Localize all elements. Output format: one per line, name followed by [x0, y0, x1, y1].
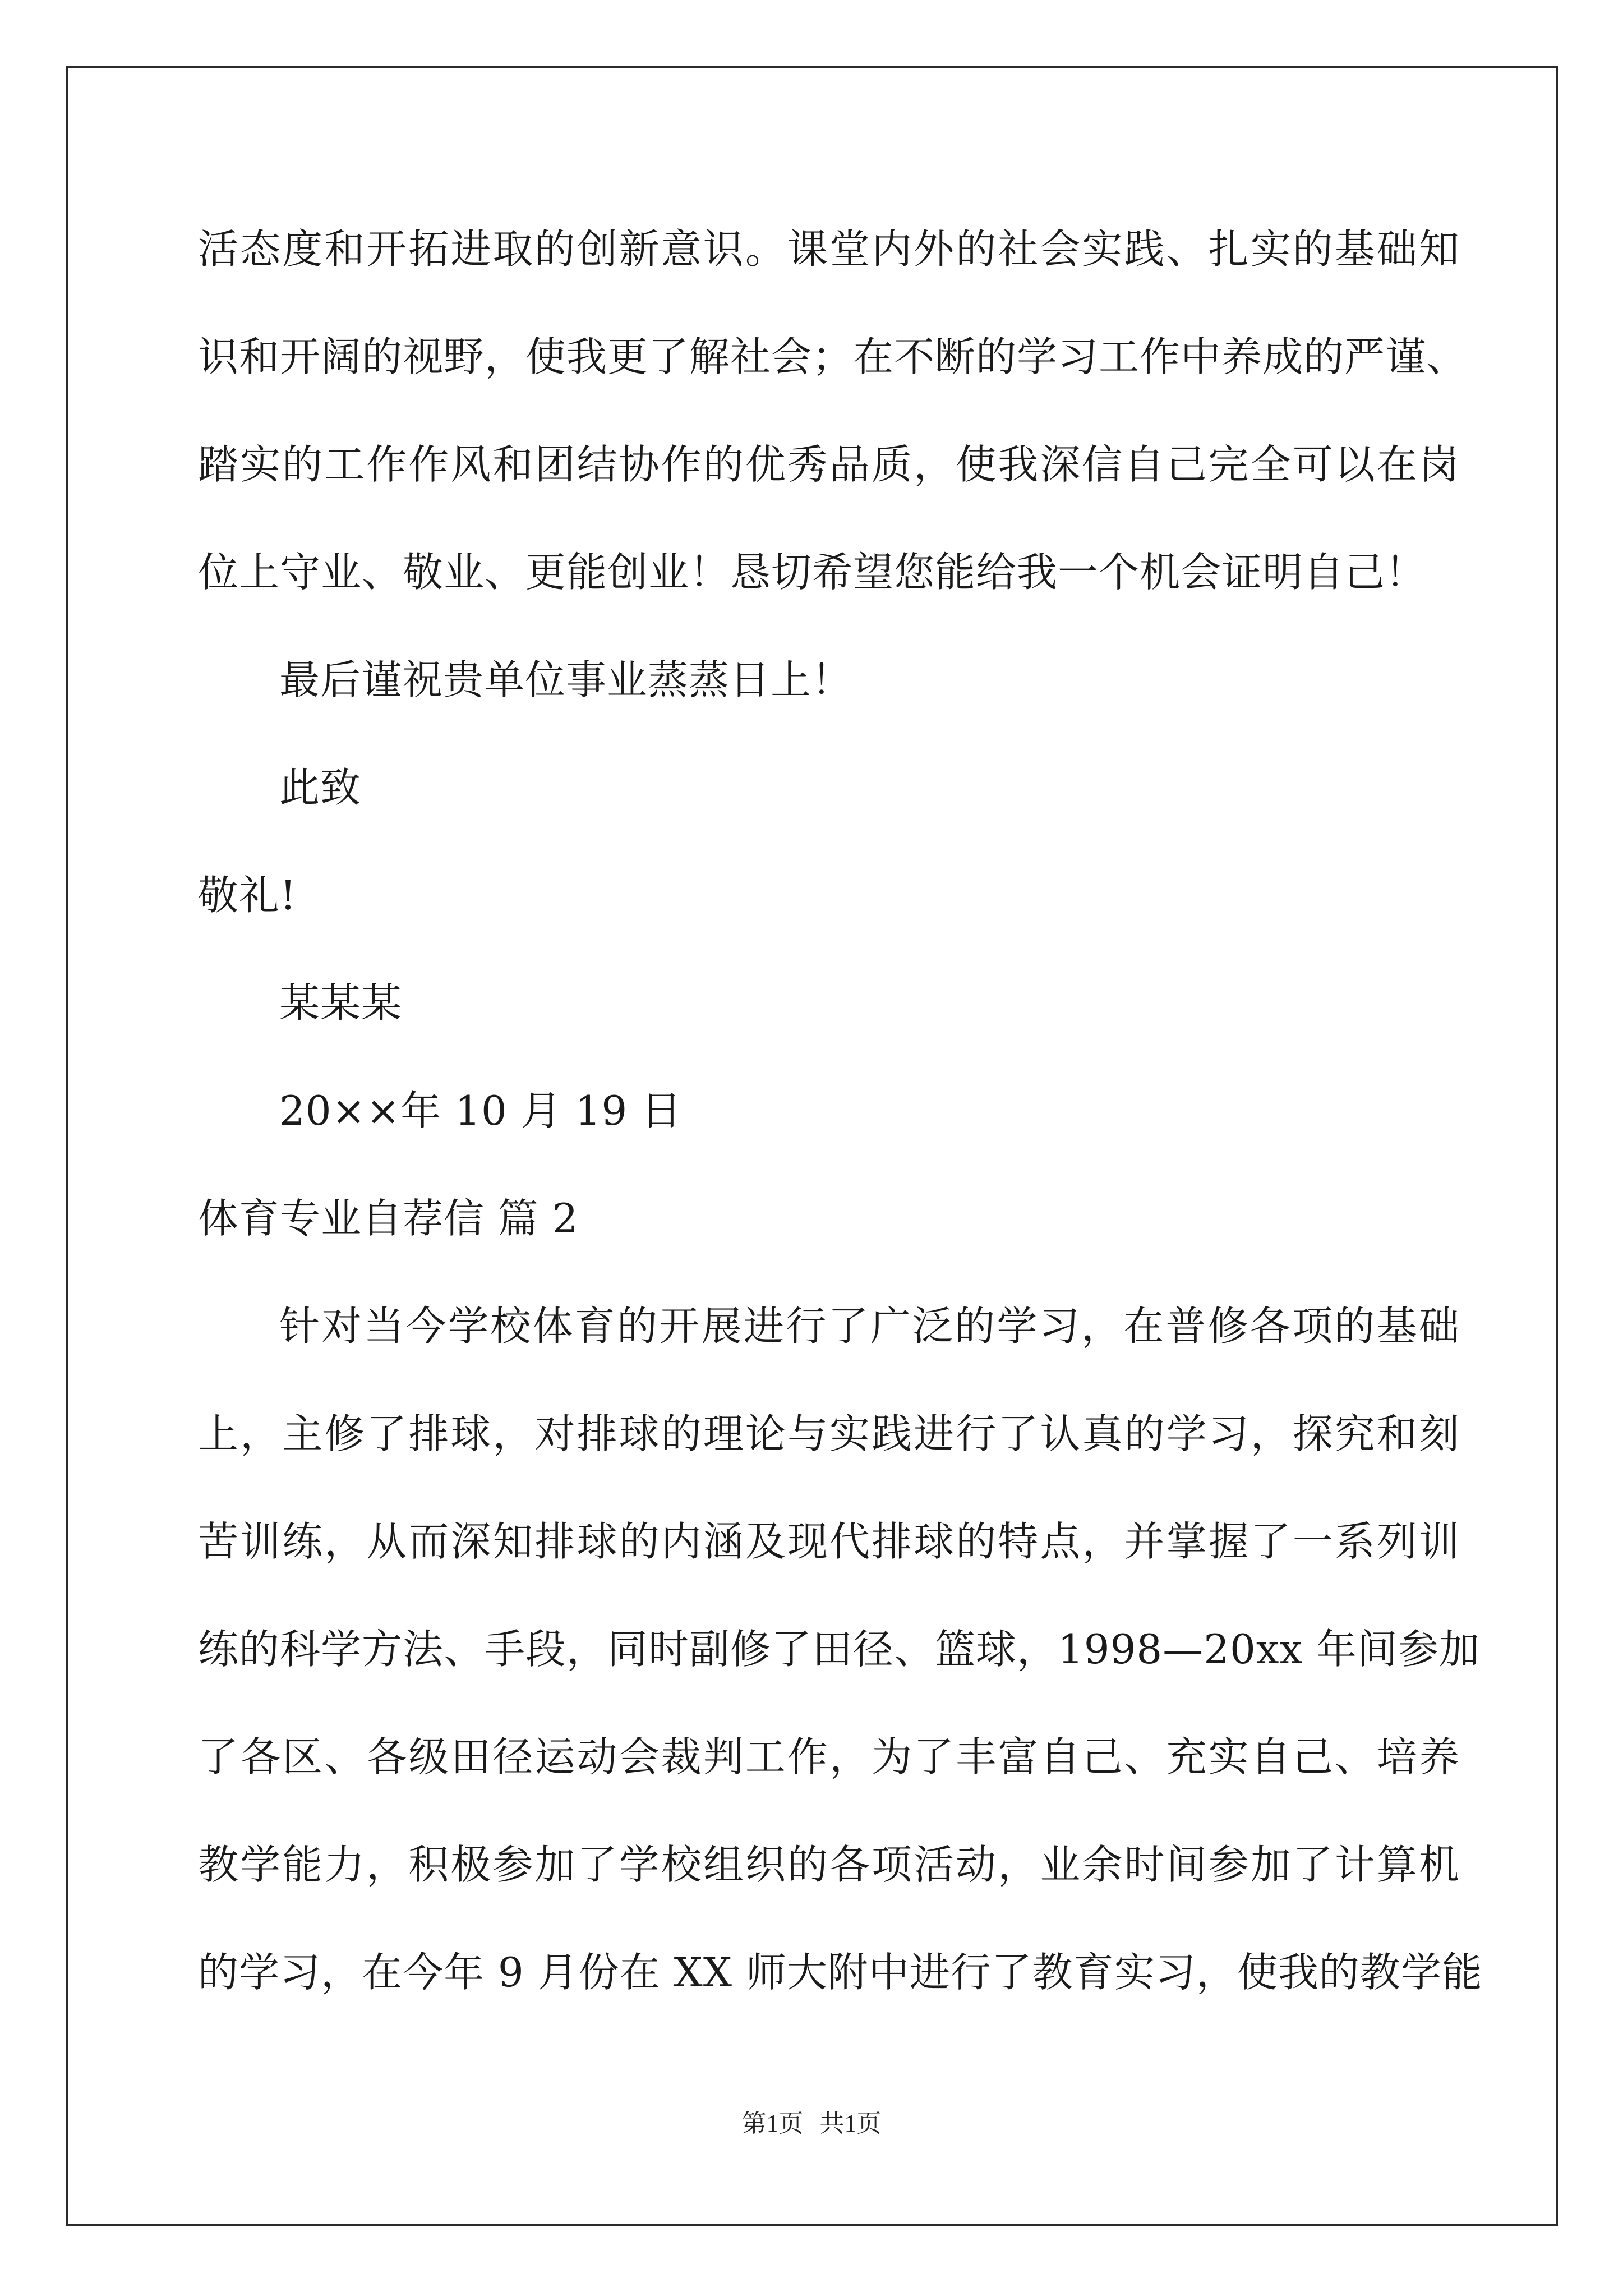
page-border — [66, 66, 1558, 2226]
paragraph-line-14: 练的科学方法、手段，同时副修了田径、篮球，1998—20xx 年间参加 — [198, 1626, 1480, 1673]
paragraph-line-3: 踏实的工作作风和团结协作的优秀品质，使我深信自己完全可以在岗 — [198, 441, 1460, 488]
page-number-footer: 第1页 共1页 — [741, 2110, 882, 2137]
paragraph-line-17: 的学习，在今年 9 月份在 XX 师大附中进行了教育实习，使我的教学能 — [198, 1949, 1483, 1996]
salutation-jingli: 敬礼! — [198, 872, 297, 919]
paragraph-line-1: 活态度和开拓进取的创新意识。课堂内外的社会实践、扎实的基础知 — [198, 226, 1460, 273]
paragraph-line-11: 针对当今学校体育的开展进行了广泛的学习，在普修各项的基础 — [279, 1303, 1460, 1350]
paragraph-line-2: 识和开阔的视野，使我更了解社会；在不断的学习工作中养成的严谨、 — [198, 333, 1468, 380]
signature-name: 某某某 — [279, 979, 403, 1027]
paragraph-line-4: 位上守业、敬业、更能创业！恳切希望您能给我一个机会证明自己！ — [198, 549, 1427, 596]
salutation-cizhi: 此致 — [279, 764, 362, 811]
paragraph-line-13: 苦训练，从而深知排球的内涵及现代排球的特点，并掌握了一系列训 — [198, 1518, 1460, 1565]
section-heading: 体育专业自荐信 篇 2 — [198, 1195, 579, 1242]
paragraph-line-12: 上，主修了排球，对排球的理论与实践进行了认真的学习，探究和刻 — [198, 1410, 1460, 1457]
paragraph-line-16: 教学能力，积极参加了学校组织的各项活动，业余时间参加了计算机 — [198, 1841, 1460, 1888]
signature-date: 20××年 10 月 19 日 — [279, 1087, 683, 1134]
closing-wish: 最后谨祝贵单位事业蒸蒸日上！ — [279, 656, 853, 703]
paragraph-line-15: 了各区、各级田径运动会裁判工作，为了丰富自己、充实自己、培养 — [198, 1733, 1460, 1780]
